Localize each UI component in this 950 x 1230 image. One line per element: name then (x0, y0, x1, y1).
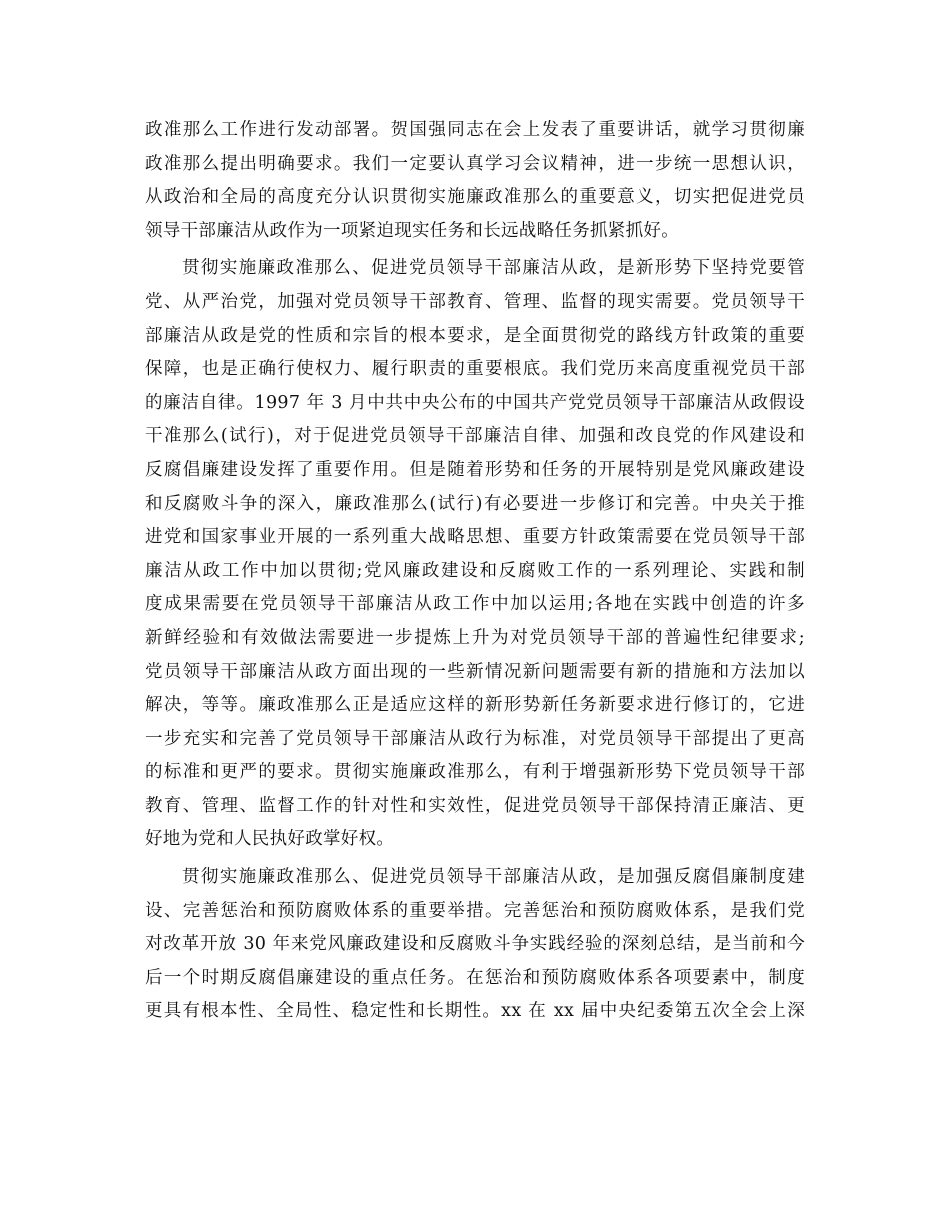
text-line: 保障，也是正确行使权力、履行职责的重要根底。我们党历来高度重视党员干部 (145, 359, 805, 380)
text-line: 政准那么提出明确要求。我们一定要认真学习会议精神，进一步统一思想认识， (145, 153, 805, 174)
text-line: 对改革开放 30 年来党风廉政建设和反腐败斗争实践经验的深刻总结，是当前和今 (145, 934, 805, 955)
text-line: 一步充实和完善了党员领导干部廉洁从政行为标准，对党员领导干部提出了更高 (145, 728, 805, 749)
text-line: 党员领导干部廉洁从政方面出现的一些新情况新问题需要有新的措施和方法加以 (145, 661, 805, 682)
paragraph-2 (145, 252, 805, 857)
text-line: 的廉洁自律。1997 年 3 月中共中央公布的中国共产党党员领导干部廉洁从政假设 (145, 392, 805, 413)
text-line: 新鲜经验和有效做法需要进一步提炼上升为对党员领导干部的普遍性纪律要求; (145, 627, 805, 648)
text-line: 反腐倡廉建设发挥了重要作用。但是随着形势和任务的开展特别是党风廉政建设 (145, 459, 805, 480)
text-line: 贯彻实施廉政准那么、促进党员领导干部廉洁从政，是新形势下坚持党要管 (182, 258, 805, 279)
paragraph-1 (145, 114, 805, 248)
text-line: 部廉洁从政是党的性质和宗旨的根本要求，是全面贯彻党的路线方针政策的重要 (145, 325, 805, 346)
text-line: 贯彻实施廉政准那么、促进党员领导干部廉洁从政，是加强反腐倡廉制度建 (182, 867, 805, 888)
text-line: 廉洁从政工作中加以贯彻;党风廉政建设和反腐败工作的一系列理论、实践和制 (145, 560, 805, 581)
text-line: 解决，等等。廉政准那么正是适应这样的新形势新任务新要求进行修订的，它进 (145, 695, 805, 716)
text-line: 的标准和更严的要求。贯彻实施廉政准那么，有利于增强新形势下党员领导干部 (145, 762, 805, 783)
text-line: 领导干部廉洁从政作为一项紧迫现实任务和长远战略任务抓紧抓好。 (145, 220, 679, 241)
text-line: 度成果需要在党员领导干部廉洁从政工作中加以运用;各地在实践中创造的许多 (145, 594, 805, 615)
text-line: 后一个时期反腐倡廉建设的重点任务。在惩治和预防腐败体系各项要素中，制度 (145, 967, 805, 988)
text-line: 和反腐败斗争的深入，廉政准那么(试行)有必要进一步修订和完善。中央关于推 (145, 493, 805, 514)
text-line: 干准那么(试行)，对于促进党员领导干部廉洁自律、加强和改良党的作风建设和 (145, 426, 805, 447)
text-line: 党、从严治党，加强对党员领导干部教育、管理、监督的现实需要。党员领导干 (145, 291, 805, 312)
paragraph-3 (145, 861, 805, 1029)
text-line: 好地为党和人民执好政掌好权。 (145, 829, 395, 850)
text-line: 教育、管理、监督工作的针对性和实效性，促进党员领导干部保持清正廉洁、更 (145, 795, 805, 816)
text-line: 政准那么工作进行发动部署。贺国强同志在会上发表了重要讲话，就学习贯彻廉 (145, 120, 805, 140)
text-line: 更具有根本性、全局性、稳定性和长期性。xx 在 xx 届中央纪委第五次全会上深 (145, 1001, 805, 1022)
text-line: 设、完善惩治和预防腐败体系的重要举措。完善惩治和预防腐败体系，是我们党 (145, 900, 805, 921)
text-line: 从政治和全局的高度充分认识贯彻实施廉政准那么的重要意义，切实把促进党员 (145, 187, 805, 208)
text-line: 进党和国家事业开展的一系列重大战略思想、重要方针政策需要在党员领导干部 (145, 527, 805, 548)
document-body (145, 114, 805, 1029)
